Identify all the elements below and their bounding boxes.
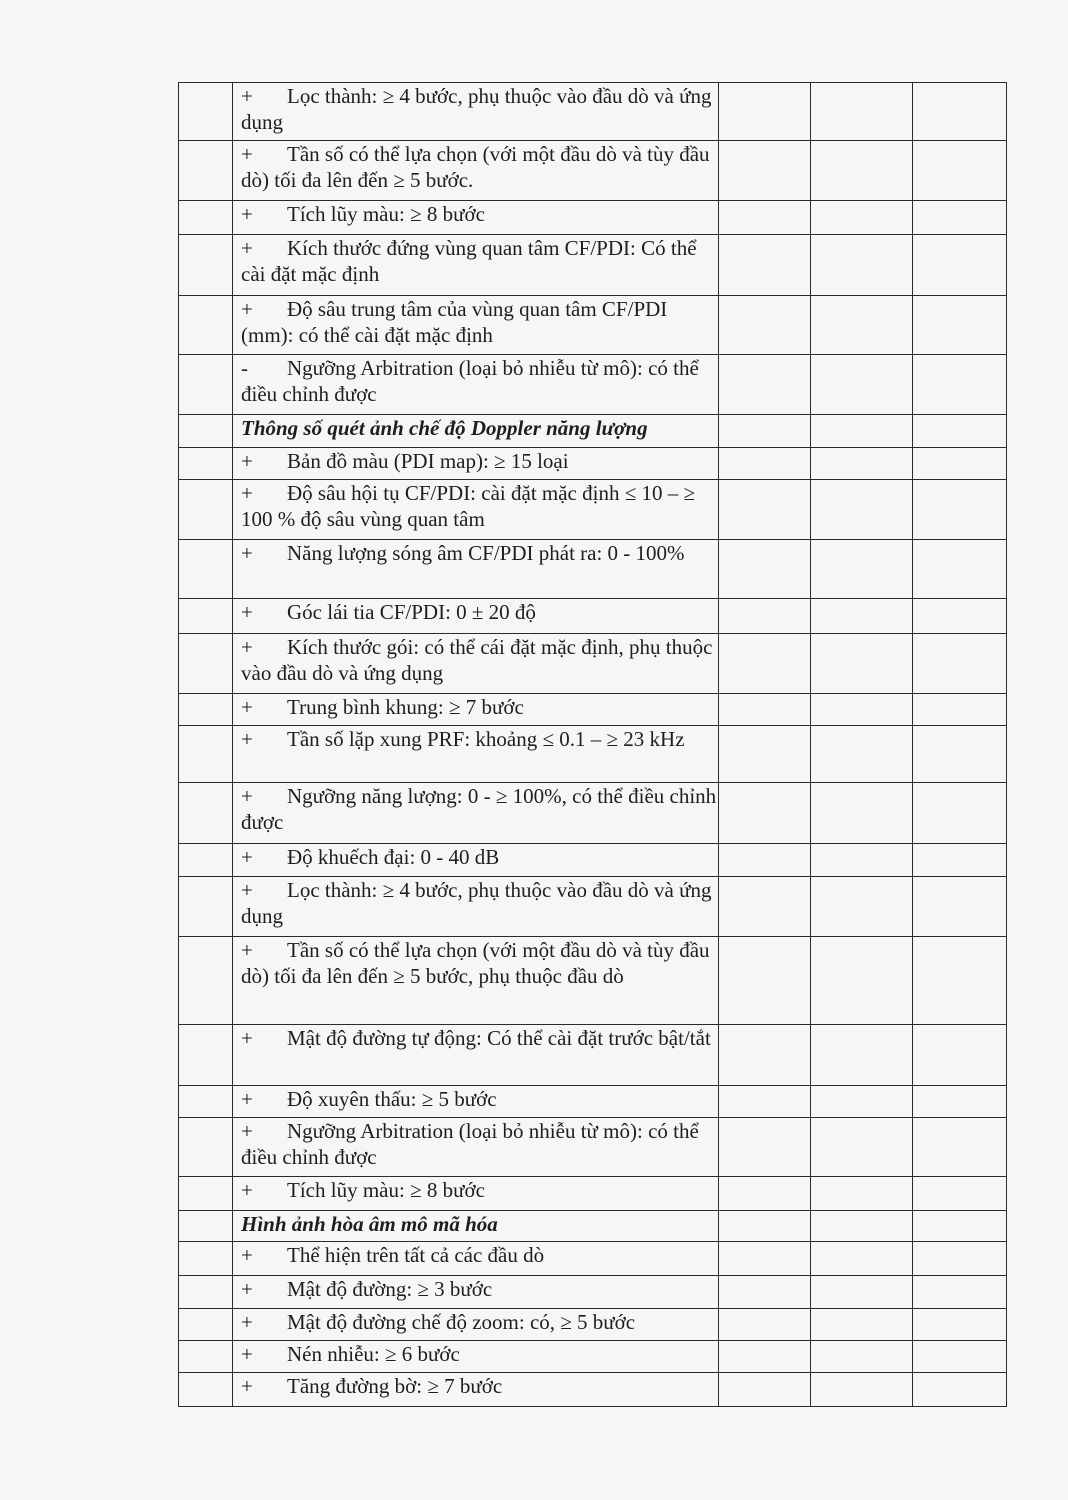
empty-cell-c bbox=[913, 937, 1007, 1025]
empty-cell-b bbox=[811, 480, 913, 540]
empty-cell-c bbox=[913, 141, 1007, 201]
empty-cell-a bbox=[719, 1118, 811, 1177]
number-cell bbox=[179, 937, 233, 1025]
empty-cell-c bbox=[913, 296, 1007, 355]
section-heading: Thông số quét ảnh chế độ Doppler năng lượng bbox=[233, 415, 719, 448]
empty-cell-c bbox=[913, 1025, 1007, 1086]
number-cell bbox=[179, 1373, 233, 1407]
spec-row bbox=[179, 1118, 1007, 1177]
empty-cell-c bbox=[913, 355, 1007, 415]
spec-description-cell bbox=[233, 1341, 719, 1373]
specification-table bbox=[178, 82, 1007, 1407]
bullet-marker: + bbox=[241, 1310, 253, 1334]
specification-table-body bbox=[179, 83, 1007, 1407]
empty-cell-a bbox=[719, 296, 811, 355]
bullet-marker: + bbox=[241, 1119, 253, 1143]
spec-description-cell bbox=[233, 726, 719, 783]
spec-text: Kích thước gói: có thể cái đặt mặc định, phụ thuộc vào đầu dò và ứng dụng bbox=[241, 635, 713, 685]
empty-cell-a bbox=[719, 1276, 811, 1309]
bullet-marker: + bbox=[241, 84, 253, 108]
number-cell bbox=[179, 83, 233, 141]
empty-cell-c bbox=[913, 448, 1007, 480]
number-cell bbox=[179, 540, 233, 599]
empty-cell-c bbox=[913, 783, 1007, 844]
spec-text: Mật độ đường: ≥ 3 bước bbox=[287, 1277, 493, 1301]
spec-row bbox=[179, 1177, 1007, 1211]
empty-cell-a bbox=[719, 694, 811, 726]
empty-cell-c bbox=[913, 415, 1007, 448]
empty-cell-b bbox=[811, 355, 913, 415]
empty-cell-a bbox=[719, 844, 811, 877]
number-cell bbox=[179, 1211, 233, 1242]
spec-row bbox=[179, 937, 1007, 1025]
bullet-marker: + bbox=[241, 1374, 253, 1398]
bullet-marker: + bbox=[241, 938, 253, 962]
empty-cell-c bbox=[913, 844, 1007, 877]
empty-cell-c bbox=[913, 1086, 1007, 1118]
empty-cell-b bbox=[811, 1309, 913, 1341]
bullet-marker: + bbox=[241, 1026, 253, 1050]
empty-cell-c bbox=[913, 1118, 1007, 1177]
empty-cell-a bbox=[719, 480, 811, 540]
spec-text: Lọc thành: ≥ 4 bước, phụ thuộc vào đầu dò và ứng dụng bbox=[241, 84, 712, 134]
spec-description-cell bbox=[233, 141, 719, 201]
number-cell bbox=[179, 296, 233, 355]
spec-description-cell bbox=[233, 296, 719, 355]
spec-row bbox=[179, 448, 1007, 480]
number-cell bbox=[179, 694, 233, 726]
spec-description-cell bbox=[233, 634, 719, 694]
spec-description-cell bbox=[233, 844, 719, 877]
number-cell bbox=[179, 1177, 233, 1211]
spec-row bbox=[179, 844, 1007, 877]
number-cell bbox=[179, 844, 233, 877]
empty-cell-b bbox=[811, 1242, 913, 1276]
spec-row bbox=[179, 877, 1007, 937]
spec-row bbox=[179, 694, 1007, 726]
empty-cell-c bbox=[913, 599, 1007, 634]
spec-text: Góc lái tia CF/PDI: 0 ± 20 độ bbox=[287, 600, 536, 624]
spec-description-cell bbox=[233, 1025, 719, 1086]
empty-cell-a bbox=[719, 1211, 811, 1242]
spec-description-cell bbox=[233, 1118, 719, 1177]
spec-text: Tần số có thể lựa chọn (với một đầu dò và tùy đầu dò) tối đa lên đến ≥ 5 bước. bbox=[241, 142, 710, 192]
number-cell bbox=[179, 141, 233, 201]
bullet-marker: + bbox=[241, 541, 253, 565]
number-cell bbox=[179, 480, 233, 540]
empty-cell-a bbox=[719, 783, 811, 844]
spec-row bbox=[179, 1025, 1007, 1086]
spec-row bbox=[179, 1309, 1007, 1341]
number-cell bbox=[179, 448, 233, 480]
empty-cell-c bbox=[913, 1276, 1007, 1309]
empty-cell-b bbox=[811, 844, 913, 877]
spec-description-cell bbox=[233, 783, 719, 844]
spec-description-cell bbox=[233, 877, 719, 937]
empty-cell-c bbox=[913, 726, 1007, 783]
spec-description-cell bbox=[233, 1276, 719, 1309]
number-cell bbox=[179, 599, 233, 634]
empty-cell-a bbox=[719, 141, 811, 201]
spec-text: Bản đồ màu (PDI map): ≥ 15 loại bbox=[287, 449, 569, 473]
bullet-marker: + bbox=[241, 784, 253, 808]
empty-cell-b bbox=[811, 540, 913, 599]
empty-cell-c bbox=[913, 1177, 1007, 1211]
empty-cell-b bbox=[811, 201, 913, 235]
empty-cell-a bbox=[719, 415, 811, 448]
empty-cell-a bbox=[719, 1373, 811, 1407]
empty-cell-a bbox=[719, 540, 811, 599]
bullet-marker: + bbox=[241, 635, 253, 659]
bullet-marker: + bbox=[241, 1243, 253, 1267]
spec-row bbox=[179, 480, 1007, 540]
bullet-marker: + bbox=[241, 727, 253, 751]
empty-cell-a bbox=[719, 201, 811, 235]
number-cell bbox=[179, 1309, 233, 1341]
bullet-marker: + bbox=[241, 1342, 253, 1366]
empty-cell-c bbox=[913, 235, 1007, 296]
empty-cell-c bbox=[913, 83, 1007, 141]
bullet-marker: + bbox=[241, 297, 253, 321]
empty-cell-c bbox=[913, 1211, 1007, 1242]
number-cell bbox=[179, 877, 233, 937]
empty-cell-b bbox=[811, 1025, 913, 1086]
spec-text: Độ khuếch đại: 0 - 40 dB bbox=[287, 845, 500, 869]
empty-cell-b bbox=[811, 141, 913, 201]
empty-cell-a bbox=[719, 1242, 811, 1276]
empty-cell-b bbox=[811, 1276, 913, 1309]
empty-cell-b bbox=[811, 783, 913, 844]
empty-cell-a bbox=[719, 1025, 811, 1086]
spec-text: Độ sâu hội tụ CF/PDI: cài đặt mặc định ≤ 10 – ≥ 100 % độ sâu vùng quan tâm bbox=[241, 481, 696, 531]
empty-cell-c bbox=[913, 877, 1007, 937]
spec-text: Độ sâu trung tâm của vùng quan tâm CF/PDI (mm): có thể cài đặt mặc định bbox=[241, 297, 668, 347]
spec-description-cell bbox=[233, 937, 719, 1025]
spec-row bbox=[179, 1242, 1007, 1276]
spec-text: Lọc thành: ≥ 4 bước, phụ thuộc vào đầu dò và ứng dụng bbox=[241, 878, 712, 928]
spec-description-cell bbox=[233, 1086, 719, 1118]
spec-description-cell bbox=[233, 83, 719, 141]
spec-text: Tích lũy màu: ≥ 8 bước bbox=[287, 1178, 485, 1202]
empty-cell-b bbox=[811, 1086, 913, 1118]
bullet-marker: + bbox=[241, 142, 253, 166]
spec-row bbox=[179, 355, 1007, 415]
spec-text: Độ xuyên thấu: ≥ 5 bước bbox=[287, 1087, 497, 1111]
spec-row bbox=[179, 726, 1007, 783]
spec-description-cell bbox=[233, 201, 719, 235]
spec-row bbox=[179, 83, 1007, 141]
bullet-marker: + bbox=[241, 236, 253, 260]
spec-text: Mật độ đường chế độ zoom: có, ≥ 5 bước bbox=[287, 1310, 636, 1334]
empty-cell-c bbox=[913, 540, 1007, 599]
bullet-marker: - bbox=[241, 356, 248, 380]
number-cell bbox=[179, 1276, 233, 1309]
number-cell bbox=[179, 1118, 233, 1177]
spec-row bbox=[179, 1276, 1007, 1309]
spec-text: Trung bình khung: ≥ 7 bước bbox=[287, 695, 524, 719]
empty-cell-a bbox=[719, 599, 811, 634]
empty-cell-a bbox=[719, 1086, 811, 1118]
number-cell bbox=[179, 726, 233, 783]
spec-description-cell bbox=[233, 1177, 719, 1211]
empty-cell-b bbox=[811, 1177, 913, 1211]
section-row bbox=[179, 1211, 1007, 1242]
spec-description-cell bbox=[233, 694, 719, 726]
spec-description-cell bbox=[233, 1242, 719, 1276]
spec-text: Thể hiện trên tất cả các đầu dò bbox=[287, 1243, 545, 1267]
bullet-marker: + bbox=[241, 202, 253, 226]
empty-cell-c bbox=[913, 480, 1007, 540]
spec-text: Ngưỡng Arbitration (loại bỏ nhiễu từ mô): có thể điều chỉnh được bbox=[241, 356, 699, 406]
spec-text: Ngưỡng Arbitration (loại bỏ nhiễu từ mô): có thể điều chỉnh được bbox=[241, 1119, 699, 1169]
empty-cell-a bbox=[719, 726, 811, 783]
number-cell bbox=[179, 355, 233, 415]
spec-row bbox=[179, 1373, 1007, 1407]
empty-cell-a bbox=[719, 355, 811, 415]
empty-cell-c bbox=[913, 1373, 1007, 1407]
number-cell bbox=[179, 1025, 233, 1086]
empty-cell-a bbox=[719, 448, 811, 480]
number-cell bbox=[179, 783, 233, 844]
spec-text: Tích lũy màu: ≥ 8 bước bbox=[287, 202, 485, 226]
spec-text: Ngưỡng năng lượng: 0 - ≥ 100%, có thể điều chỉnh được bbox=[241, 784, 717, 834]
bullet-marker: + bbox=[241, 600, 253, 624]
empty-cell-c bbox=[913, 634, 1007, 694]
empty-cell-a bbox=[719, 877, 811, 937]
empty-cell-b bbox=[811, 235, 913, 296]
spec-text: Tăng đường bờ: ≥ 7 bước bbox=[287, 1374, 503, 1398]
empty-cell-b bbox=[811, 1211, 913, 1242]
spec-row bbox=[179, 1341, 1007, 1373]
empty-cell-b bbox=[811, 937, 913, 1025]
spec-text: Mật độ đường tự động: Có thể cài đặt trước bật/tắt bbox=[287, 1026, 711, 1050]
spec-row bbox=[179, 201, 1007, 235]
spec-row bbox=[179, 141, 1007, 201]
empty-cell-c bbox=[913, 694, 1007, 726]
spec-row bbox=[179, 1086, 1007, 1118]
empty-cell-b bbox=[811, 694, 913, 726]
empty-cell-b bbox=[811, 1373, 913, 1407]
number-cell bbox=[179, 634, 233, 694]
empty-cell-a bbox=[719, 634, 811, 694]
empty-cell-c bbox=[913, 1242, 1007, 1276]
spec-description-cell bbox=[233, 1373, 719, 1407]
empty-cell-a bbox=[719, 1309, 811, 1341]
empty-cell-c bbox=[913, 1309, 1007, 1341]
bullet-marker: + bbox=[241, 878, 253, 902]
spec-row bbox=[179, 783, 1007, 844]
number-cell bbox=[179, 235, 233, 296]
spec-text: Kích thước đứng vùng quan tâm CF/PDI: Có thể cài đặt mặc định bbox=[241, 236, 697, 286]
number-cell bbox=[179, 1242, 233, 1276]
bullet-marker: + bbox=[241, 1277, 253, 1301]
empty-cell-b bbox=[811, 415, 913, 448]
empty-cell-b bbox=[811, 448, 913, 480]
spec-text: Tần số có thể lựa chọn (với một đầu dò và tùy đầu dò) tối đa lên đến ≥ 5 bước, phụ thuộc đầu dò bbox=[241, 938, 710, 988]
spec-description-cell bbox=[233, 599, 719, 634]
empty-cell-c bbox=[913, 201, 1007, 235]
empty-cell-a bbox=[719, 1341, 811, 1373]
empty-cell-b bbox=[811, 634, 913, 694]
spec-description-cell bbox=[233, 235, 719, 296]
empty-cell-b bbox=[811, 877, 913, 937]
spec-description-cell bbox=[233, 480, 719, 540]
bullet-marker: + bbox=[241, 1087, 253, 1111]
empty-cell-b bbox=[811, 599, 913, 634]
empty-cell-c bbox=[913, 1341, 1007, 1373]
spec-row bbox=[179, 235, 1007, 296]
section-row bbox=[179, 415, 1007, 448]
bullet-marker: + bbox=[241, 1178, 253, 1202]
empty-cell-b bbox=[811, 83, 913, 141]
empty-cell-a bbox=[719, 1177, 811, 1211]
empty-cell-b bbox=[811, 1341, 913, 1373]
number-cell bbox=[179, 415, 233, 448]
empty-cell-a bbox=[719, 937, 811, 1025]
empty-cell-b bbox=[811, 296, 913, 355]
number-cell bbox=[179, 1086, 233, 1118]
spec-text: Nén nhiễu: ≥ 6 bước bbox=[287, 1342, 460, 1366]
section-heading: Hình ảnh hòa âm mô mã hóa bbox=[233, 1211, 719, 1242]
spec-row bbox=[179, 634, 1007, 694]
bullet-marker: + bbox=[241, 695, 253, 719]
spec-description-cell bbox=[233, 1309, 719, 1341]
spec-row bbox=[179, 599, 1007, 634]
empty-cell-a bbox=[719, 235, 811, 296]
empty-cell-b bbox=[811, 726, 913, 783]
spec-text: Năng lượng sóng âm CF/PDI phát ra: 0 - 100% bbox=[287, 541, 685, 565]
spec-description-cell bbox=[233, 540, 719, 599]
spec-description-cell bbox=[233, 355, 719, 415]
empty-cell-b bbox=[811, 1118, 913, 1177]
number-cell bbox=[179, 201, 233, 235]
empty-cell-a bbox=[719, 83, 811, 141]
spec-text: Tần số lặp xung PRF: khoảng ≤ 0.1 – ≥ 23 kHz bbox=[287, 727, 685, 751]
bullet-marker: + bbox=[241, 449, 253, 473]
bullet-marker: + bbox=[241, 845, 253, 869]
bullet-marker: + bbox=[241, 481, 253, 505]
number-cell bbox=[179, 1341, 233, 1373]
spec-row bbox=[179, 296, 1007, 355]
spec-row bbox=[179, 540, 1007, 599]
spec-description-cell bbox=[233, 448, 719, 480]
